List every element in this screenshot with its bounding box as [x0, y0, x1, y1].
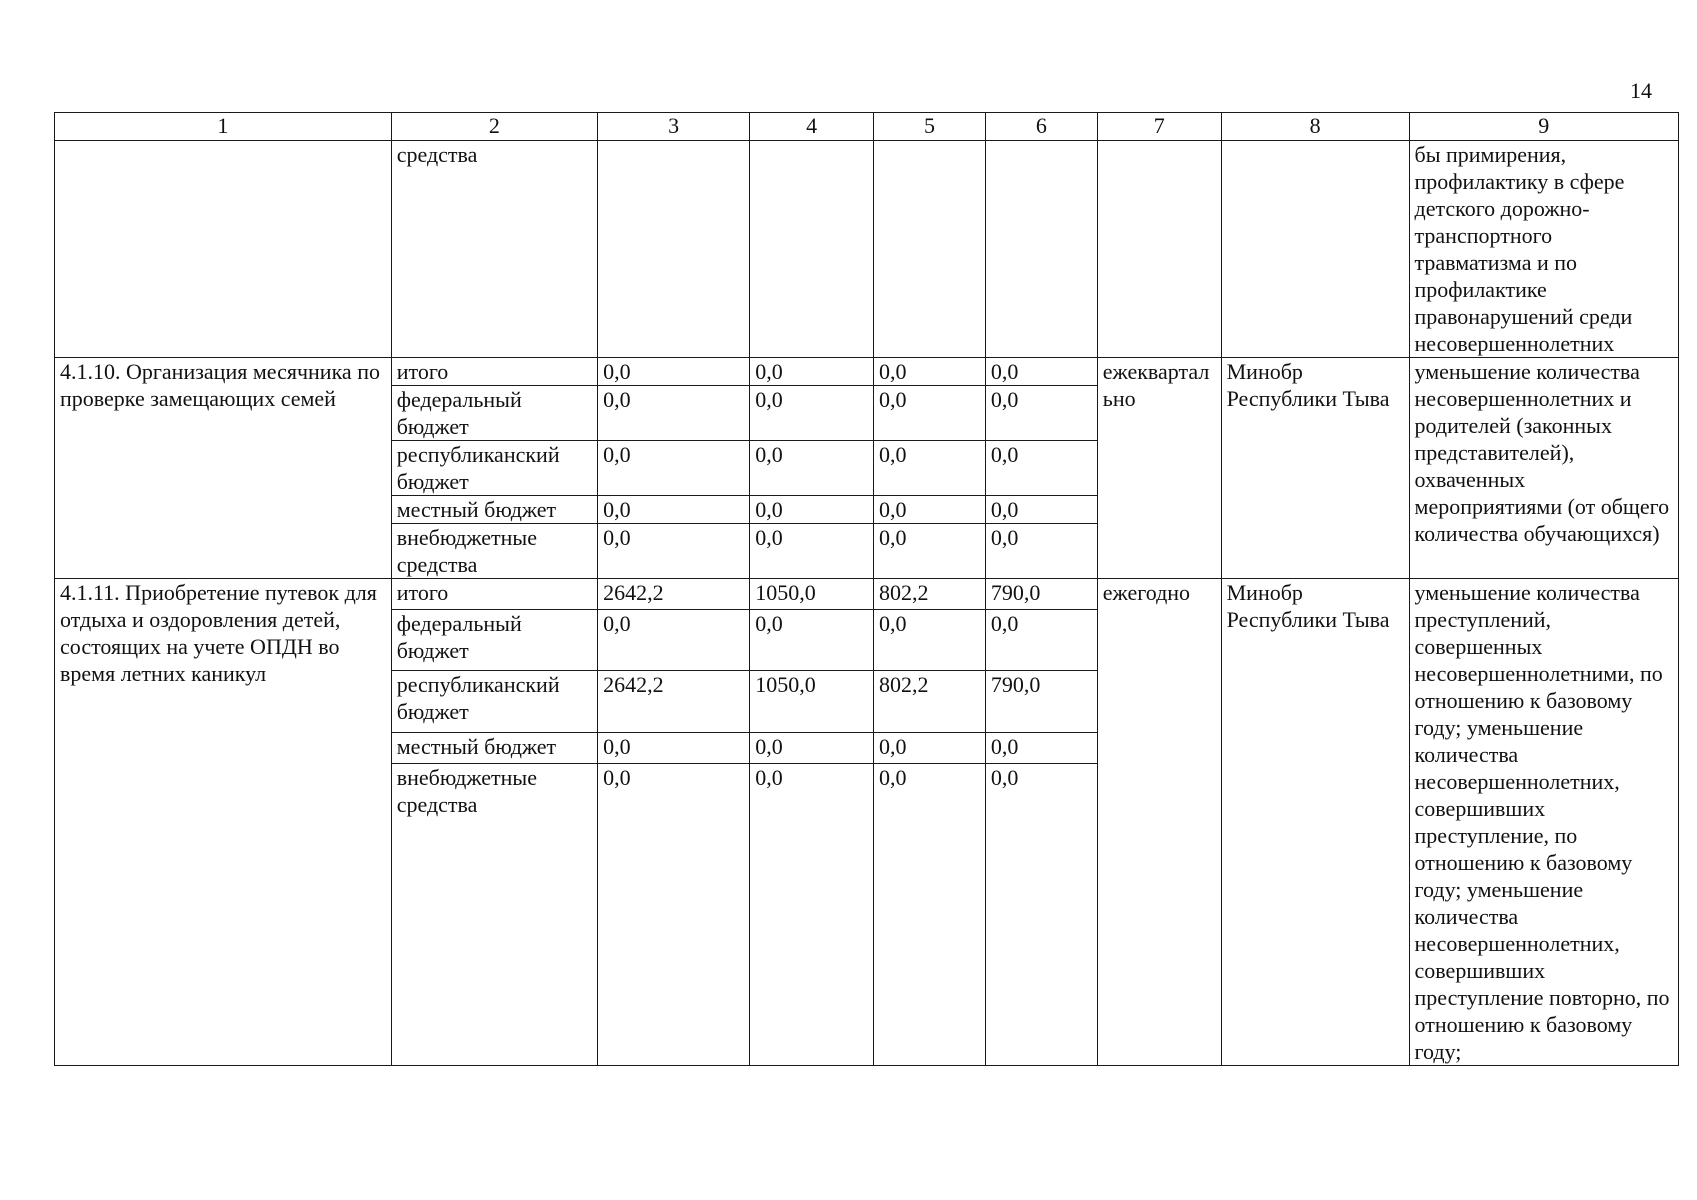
value-cell: 790,0 — [985, 579, 1097, 610]
header-col-5: 5 — [874, 113, 986, 141]
value-cell: 0,0 — [750, 732, 874, 763]
value-cell: 0,0 — [874, 610, 986, 671]
value-cell: 2642,2 — [598, 671, 750, 732]
value-cell: 0,0 — [750, 763, 874, 1065]
value-cell: 0,0 — [874, 386, 986, 441]
value-cell — [598, 141, 750, 358]
funding-source: республиканский бюджет — [391, 671, 597, 732]
funding-source: местный бюджет — [391, 496, 597, 524]
funding-source: федеральный бюджет — [391, 610, 597, 671]
header-col-7: 7 — [1097, 113, 1221, 141]
funding-source: федеральный бюджет — [391, 386, 597, 441]
value-cell: 0,0 — [750, 441, 874, 496]
result-cell: бы примирения, профилактику в сфере детского дорожно-транспортного травматизма и по профилактике правонарушений среди несовершеннолетних — [1409, 141, 1678, 358]
value-cell: 0,0 — [985, 441, 1097, 496]
value-cell: 0,0 — [598, 732, 750, 763]
value-cell: 0,0 — [985, 610, 1097, 671]
program-table — [54, 112, 1679, 1066]
header-col-2: 2 — [391, 113, 597, 141]
value-cell: 1050,0 — [750, 671, 874, 732]
header-col-8: 8 — [1221, 113, 1409, 141]
value-cell: 1050,0 — [750, 579, 874, 610]
header-col-9: 9 — [1409, 113, 1678, 141]
value-cell: 0,0 — [874, 732, 986, 763]
funding-source: внебюджетные средства — [391, 763, 597, 1065]
value-cell: 0,0 — [985, 732, 1097, 763]
value-cell: 0,0 — [750, 358, 874, 386]
page-number: 14 — [1630, 78, 1652, 103]
value-cell: 0,0 — [985, 524, 1097, 579]
value-cell — [985, 141, 1097, 358]
funding-source: местный бюджет — [391, 732, 597, 763]
period-cell — [1097, 141, 1221, 358]
value-cell: 0,0 — [874, 524, 986, 579]
value-cell: 0,0 — [598, 386, 750, 441]
value-cell: 0,0 — [598, 610, 750, 671]
value-cell: 0,0 — [874, 496, 986, 524]
value-cell: 0,0 — [985, 763, 1097, 1065]
funding-source: республиканский бюджет — [391, 441, 597, 496]
value-cell: 0,0 — [874, 763, 986, 1065]
executor-cell — [1221, 141, 1409, 358]
table-header — [55, 113, 1679, 141]
value-cell: 0,0 — [598, 496, 750, 524]
table-row — [55, 579, 1679, 610]
executor-cell: Минобр Республики Тыва — [1221, 358, 1409, 579]
item-title: 4.1.10. Организация месячника по проверке замещающих семей — [55, 358, 392, 579]
value-cell — [874, 141, 986, 358]
funding-source: итого — [391, 358, 597, 386]
value-cell: 0,0 — [750, 524, 874, 579]
value-cell: 0,0 — [985, 386, 1097, 441]
table-row — [55, 358, 1679, 386]
value-cell: 0,0 — [598, 441, 750, 496]
value-cell: 0,0 — [598, 763, 750, 1065]
result-cell: уменьшение количества несовершеннолетних и родителей (законных представителей), охваченных мероприятиями (от общего количества обучающихся) — [1409, 358, 1678, 579]
value-cell: 0,0 — [750, 610, 874, 671]
funding-source: средства — [391, 141, 597, 358]
header-col-1: 1 — [55, 113, 392, 141]
period-cell: ежегодно — [1097, 579, 1221, 1066]
result-cell: уменьшение количества преступлений, совершенных несовершеннолетними, по отношению к базовому году; уменьшение количества несовершеннолетних, совершивших преступление, по отношению к базовому году; уменьшение количества несовершеннолетних, совершивших преступление повторно, по отношению к базовому году; — [1409, 579, 1678, 1066]
value-cell: 0,0 — [598, 358, 750, 386]
funding-source: внебюджетные средства — [391, 524, 597, 579]
value-cell: 0,0 — [750, 496, 874, 524]
value-cell: 0,0 — [874, 441, 986, 496]
value-cell: 790,0 — [985, 671, 1097, 732]
value-cell: 802,2 — [874, 671, 986, 732]
value-cell: 0,0 — [874, 358, 986, 386]
item-title-cell — [55, 141, 392, 358]
item-title: 4.1.11. Приобретение путевок для отдыха и оздоровления детей, состоящих на учете ОПДН во время летних каникул — [55, 579, 392, 1066]
executor-cell: Минобр Республики Тыва — [1221, 579, 1409, 1066]
value-cell — [750, 141, 874, 358]
table-row — [55, 141, 1679, 358]
header-col-4: 4 — [750, 113, 874, 141]
funding-source: итого — [391, 579, 597, 610]
header-col-3: 3 — [598, 113, 750, 141]
value-cell: 802,2 — [874, 579, 986, 610]
value-cell: 0,0 — [985, 358, 1097, 386]
header-col-6: 6 — [985, 113, 1097, 141]
value-cell: 2642,2 — [598, 579, 750, 610]
value-cell: 0,0 — [598, 524, 750, 579]
value-cell: 0,0 — [750, 386, 874, 441]
period-cell: ежеквартально — [1097, 358, 1221, 579]
value-cell: 0,0 — [985, 496, 1097, 524]
